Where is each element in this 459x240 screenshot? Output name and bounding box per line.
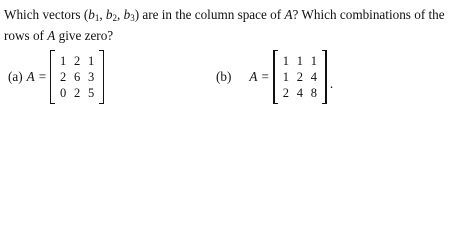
matrix-cell: 0 [60, 86, 67, 100]
problem-a-label: (a) [8, 69, 23, 84]
problem-a-var: A [26, 69, 35, 84]
matrix-cell: 2 [74, 54, 81, 68]
sub-2: 2 [112, 13, 117, 23]
matrix-cell: 4 [310, 70, 318, 84]
problem-b [216, 48, 333, 106]
matrix-cell: 1 [60, 54, 67, 68]
var-b2: b [105, 7, 113, 22]
question-mid: ) are in the column space of [134, 7, 285, 22]
matrix-cell: 5 [88, 86, 95, 100]
comma-1: , [99, 7, 106, 22]
matrix-cell: 1 [310, 54, 318, 68]
matrix-a [50, 50, 104, 104]
sub-1: 1 [94, 13, 100, 23]
matrix-b [273, 50, 327, 104]
comma-2: , [117, 7, 124, 22]
matrix-cell: 1 [88, 54, 95, 68]
question-prefix: Which vectors ( [4, 7, 89, 22]
matrix-cell: 1 [296, 54, 304, 68]
var-b3: b [123, 7, 131, 22]
var-b1: b [88, 7, 95, 22]
problem-b-var: A [249, 69, 258, 84]
question-text [4, 6, 456, 44]
matrix-cell: 1 [282, 70, 290, 84]
matrix-cell: 2 [74, 86, 81, 100]
matrix-cell: 2 [60, 70, 67, 84]
matrix-cell: 6 [74, 70, 81, 84]
var-A-2: A [47, 28, 56, 43]
question-rows: ? Which combinations of the rows of [4, 7, 445, 43]
var-A: A [284, 7, 293, 22]
matrix-cell: 3 [88, 70, 95, 84]
problem-b-period: . [329, 76, 334, 91]
matrix-cell: 2 [282, 86, 290, 100]
matrix-cell: 1 [282, 54, 290, 68]
matrix-cell: 2 [296, 70, 304, 84]
question-end: give zero? [55, 28, 114, 43]
problem-a-equals: = [38, 69, 47, 84]
matrix-cell: 8 [310, 86, 318, 100]
problem-a [8, 48, 104, 106]
problem-b-equals: = [261, 69, 269, 84]
problem-b-label: (b) [216, 69, 232, 84]
matrix-cell: 4 [296, 86, 304, 100]
sub-3: 3 [130, 13, 135, 23]
